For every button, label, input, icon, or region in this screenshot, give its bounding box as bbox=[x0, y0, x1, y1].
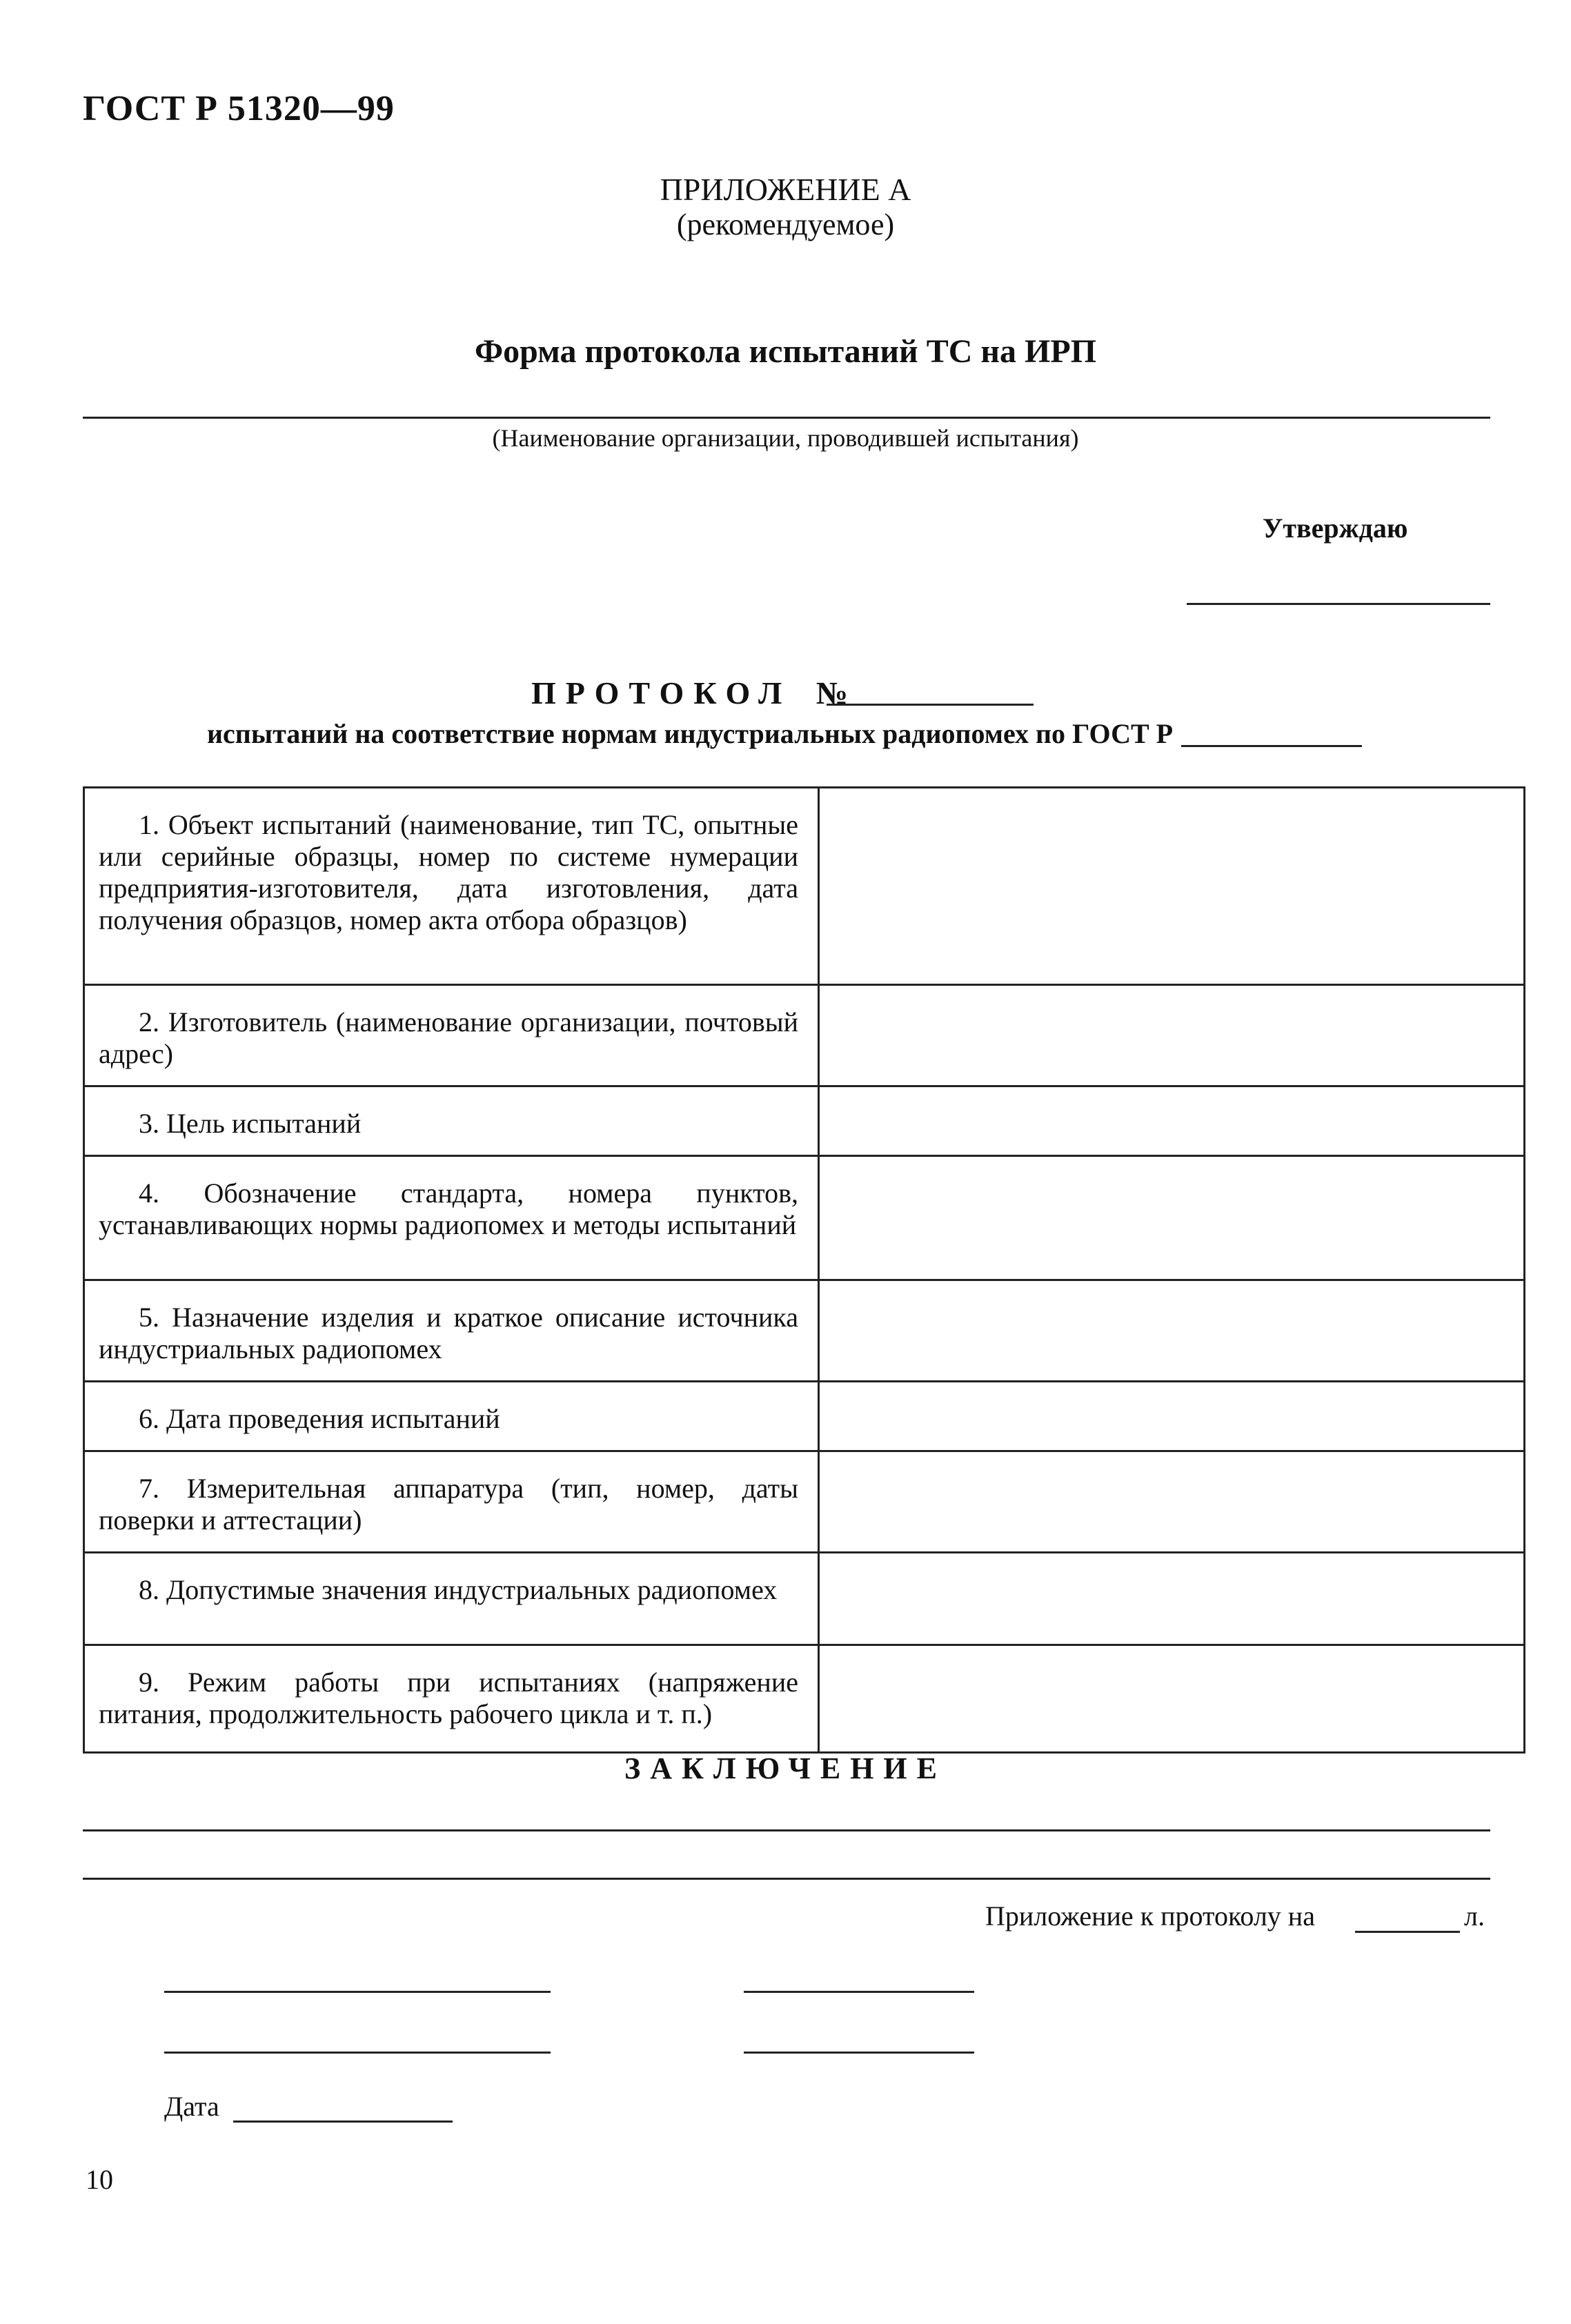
row-label: 2. Изготовитель (наименование организации, почтовый адрес) bbox=[84, 985, 819, 1086]
row-label: 9. Режим работы при испытаниях (напряжение питания, продолжительность рабочего цикла и т. п.) bbox=[84, 1645, 819, 1753]
table-row bbox=[84, 1553, 1525, 1645]
row-value-cell[interactable] bbox=[819, 788, 1525, 985]
form-title: Форма протокола испытаний ТС на ИРП bbox=[474, 333, 1097, 370]
signature-line-1[interactable] bbox=[744, 1991, 974, 1993]
table-row bbox=[84, 1280, 1525, 1382]
approval-signature-line[interactable] bbox=[1187, 603, 1490, 605]
attachment-text: Приложение к протоколу на bbox=[985, 1900, 1315, 1931]
document-code: ГОСТ Р 51320—99 bbox=[83, 89, 395, 128]
row-label: 4. Обозначение стандарта, номера пунктов, устанавливающих нормы радиопомех и методы испытаний bbox=[84, 1156, 819, 1280]
appendix-title: ПРИЛОЖЕНИЕ А bbox=[660, 172, 911, 207]
conclusion-line-2[interactable] bbox=[83, 1878, 1490, 1880]
row-value-cell[interactable] bbox=[819, 985, 1525, 1086]
conclusion-title: ЗАКЛЮЧЕНИЕ bbox=[624, 1751, 947, 1785]
protocol-number-field[interactable] bbox=[827, 704, 1034, 706]
signature-position-line-2[interactable] bbox=[164, 2052, 551, 2054]
signature-line-2[interactable] bbox=[744, 2052, 974, 2054]
protocol-number-sign: № bbox=[816, 675, 848, 711]
table-row bbox=[84, 1156, 1525, 1280]
organization-name-line[interactable] bbox=[83, 417, 1490, 419]
row-value-cell[interactable] bbox=[819, 1645, 1525, 1753]
row-value-cell[interactable] bbox=[819, 1156, 1525, 1280]
table-row bbox=[84, 1086, 1525, 1156]
row-label: 6. Дата проведения испытаний bbox=[84, 1382, 819, 1451]
date-label: Дата bbox=[164, 2091, 219, 2122]
gost-number-field[interactable] bbox=[1181, 745, 1362, 747]
row-label: 5. Назначение изделия и краткое описание источника индустриальных радиопомех bbox=[84, 1280, 819, 1382]
date-field[interactable] bbox=[233, 2121, 453, 2123]
signature-position-line-1[interactable] bbox=[164, 1991, 551, 1993]
protocol-table bbox=[83, 786, 1525, 1754]
conclusion-line-1[interactable] bbox=[83, 1829, 1490, 1831]
row-label: 3. Цель испытаний bbox=[84, 1086, 819, 1156]
table-row bbox=[84, 1382, 1525, 1451]
table-row bbox=[84, 788, 1525, 985]
row-value-cell[interactable] bbox=[819, 1280, 1525, 1382]
row-value-cell[interactable] bbox=[819, 1382, 1525, 1451]
protocol-heading bbox=[531, 675, 848, 711]
table-row bbox=[84, 1451, 1525, 1553]
row-value-cell[interactable] bbox=[819, 1553, 1525, 1645]
row-value-cell[interactable] bbox=[819, 1086, 1525, 1156]
table-row bbox=[84, 985, 1525, 1086]
row-label: 7. Измерительная аппаратура (тип, номер, даты поверки и аттестации) bbox=[84, 1451, 819, 1553]
row-value-cell[interactable] bbox=[819, 1451, 1525, 1553]
organization-caption: (Наименование организации, проводившей испытания) bbox=[492, 424, 1079, 452]
attachment-sheets-field[interactable] bbox=[1355, 1931, 1460, 1933]
protocol-subtitle: испытаний на соответствие нормам индустриальных радиопомех по ГОСТ Р bbox=[207, 718, 1174, 749]
row-label: 8. Допустимые значения индустриальных радиопомех bbox=[84, 1553, 819, 1645]
page-number: 10 bbox=[86, 2164, 113, 2195]
protocol-title: ПРОТОКОЛ bbox=[531, 675, 792, 711]
row-label: 1. Объект испытаний (наименование, тип ТС, опытные или серийные образцы, номер по системе нумерации предприятия-изготовителя, дата изготовления, дата получения образцов, номер акта отбора образцов) bbox=[84, 788, 819, 985]
approval-label: Утверждаю bbox=[1263, 513, 1408, 544]
table-row bbox=[84, 1645, 1525, 1753]
appendix-subtitle: (рекомендуемое) bbox=[676, 208, 895, 241]
attachment-suffix: л. bbox=[1464, 1900, 1485, 1931]
